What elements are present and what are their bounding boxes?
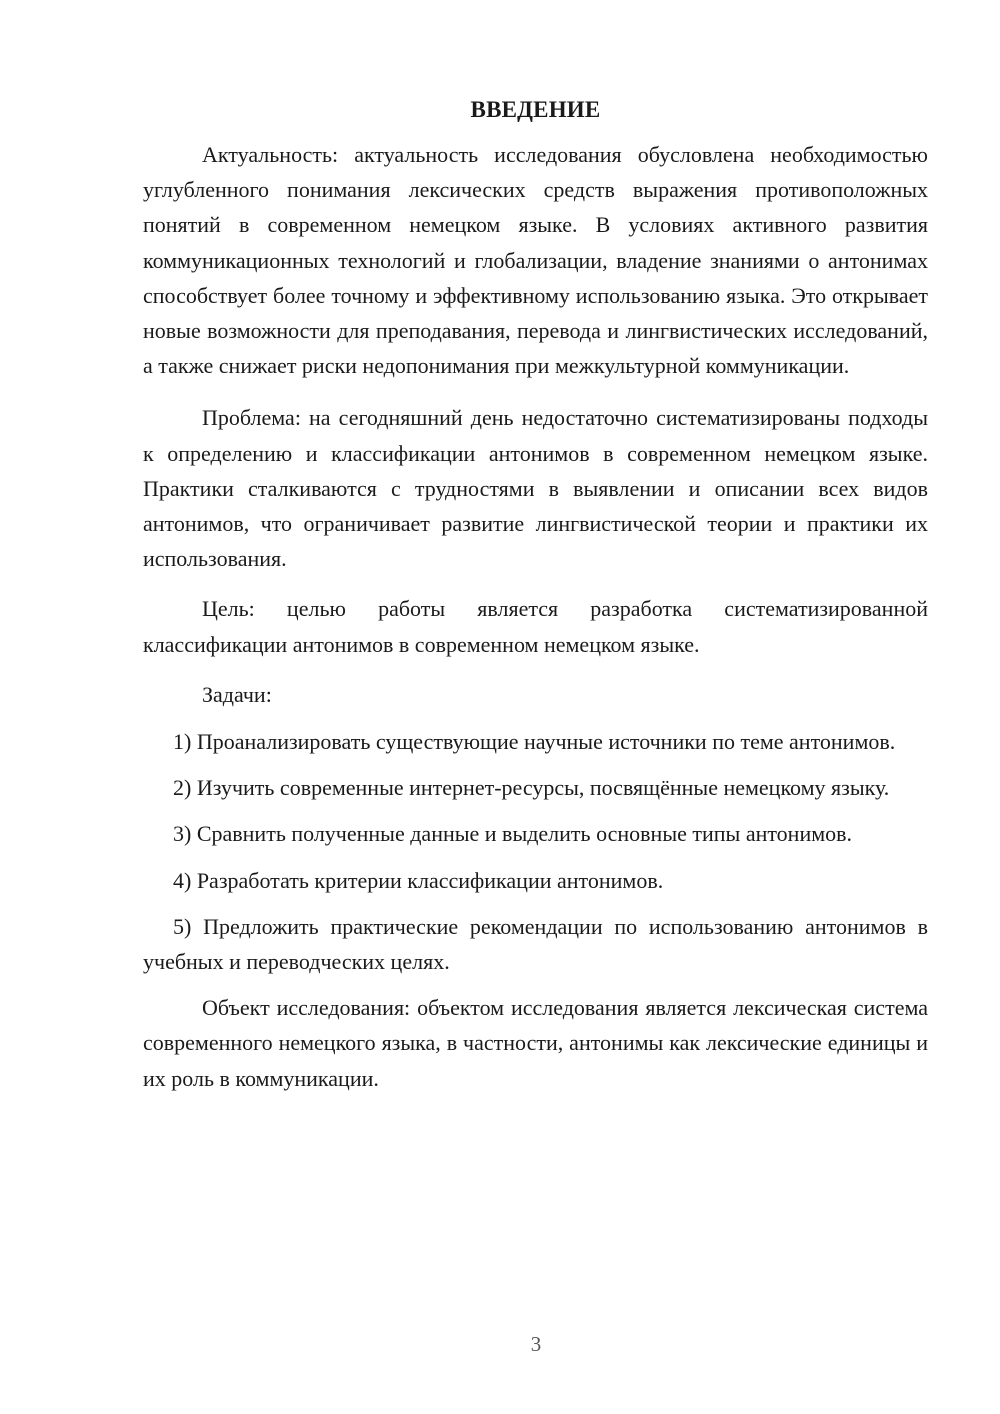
document-page <box>143 92 928 1096</box>
tasks-label: Задачи: <box>202 681 272 707</box>
task-item: 5) Предложить практические рекомендации по использованию антонимов в учебных и переводческих целях. <box>143 913 928 975</box>
task-item: 4) Разработать критерии классификации антонимов. <box>173 867 664 893</box>
object-paragraph: Объект исследования: объектом исследования является лексическая система современного немецкого языка, в частности, антонимы как лексические единицы и их роль в коммуникации. <box>143 995 928 1091</box>
task-item: 2) Изучить современные интернет-ресурсы, посвящённые немецкому языку. <box>173 775 890 801</box>
page-number: 3 <box>530 1332 542 1356</box>
relevance-paragraph: Актуальность: актуальность исследования обусловлена необходимостью углубленного понимания лексических средств выражения противоположных понятий в современном немецком языке. В условиях активного развития коммуникационных технологий и глобализации, владение знаниями о антонимах способствует более точному и эффективному использованию языка. Это открывает новые возможности для преподавания, перевода и лингвистических исследований, а также снижает риски недопонимания при межкультурной коммуникации. <box>143 142 928 379</box>
problem-paragraph: Проблема: на сегодняшний день недостаточно систематизированы подходы к определению и классификации антонимов в современном немецком языке. Практики сталкиваются с трудностями в выявлении и описании всех видов антонимов, что ограничивает развитие лингвистической теории и практики их использования. <box>143 405 928 572</box>
goal-paragraph: Цель: целью работы является разработка систематизированной классификации антонимов в современном немецком языке. <box>143 596 928 657</box>
task-item: 3) Сравнить полученные данные и выделить основные типы антонимов. <box>173 821 853 847</box>
tasks-list <box>143 724 928 979</box>
section-heading: ВВЕДЕНИЕ <box>470 97 601 122</box>
task-item: 1) Проанализировать существующие научные источники по теме антонимов. <box>173 729 896 755</box>
